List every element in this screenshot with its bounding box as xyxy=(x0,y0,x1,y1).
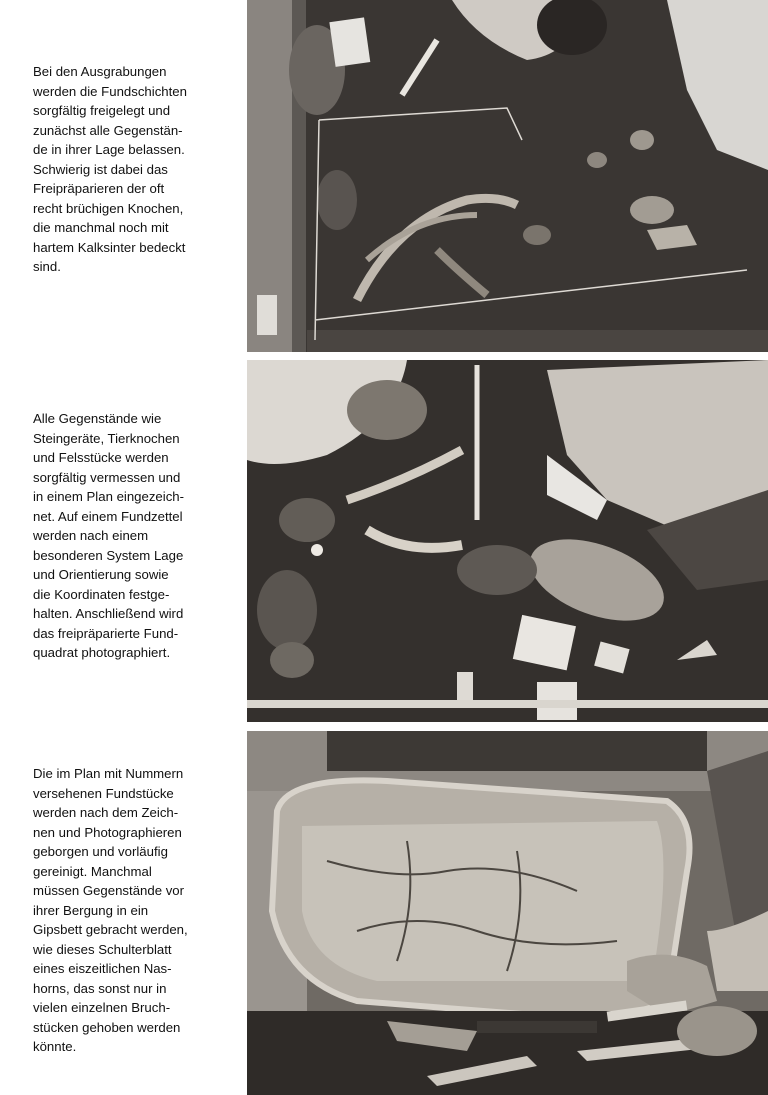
caption-excavation: Bei den Ausgrabungen werden die Fundschichten sorgfältig freigelegt und zunächst alle Gegenstän- de in ihrer Lage belassen. Schwierig ist dabei das Freipräparieren der oft recht brüchigen Knochen, die manchmal noch mit hartem Kalksinter bedeckt sind. xyxy=(33,64,187,274)
photo-measuring-finds xyxy=(247,360,768,722)
caption-measuring: Alle Gegenstände wie Steingeräte, Tierknochen und Felsstücke werden sorgfältig vermessen und in einem Plan eingezeich- net. Auf einem Fundzettel werden nach einem besonderen System Lage und Orientierung sowie die Koordinaten festge- halten. Anschließend wird das freipräparierte Fund- quadrat photographiert. xyxy=(33,411,185,660)
photo-rhino-scapula xyxy=(247,731,768,1095)
photo-excavation-trench xyxy=(247,0,768,352)
caption-recovery: Die im Plan mit Nummern versehenen Fundstücke werden nach dem Zeich- nen und Photographieren geborgen und vorläufig gereinigt. Manchmal müssen Gegenstände vor ihrer Bergung in ein Gipsbett gebracht werden, wie dieses Schulterblatt eines eiszeitlichen Nas- horns, das sonst nur in vielen einzelnen Bruch- stücken gehoben werden könnte. xyxy=(33,766,188,1054)
